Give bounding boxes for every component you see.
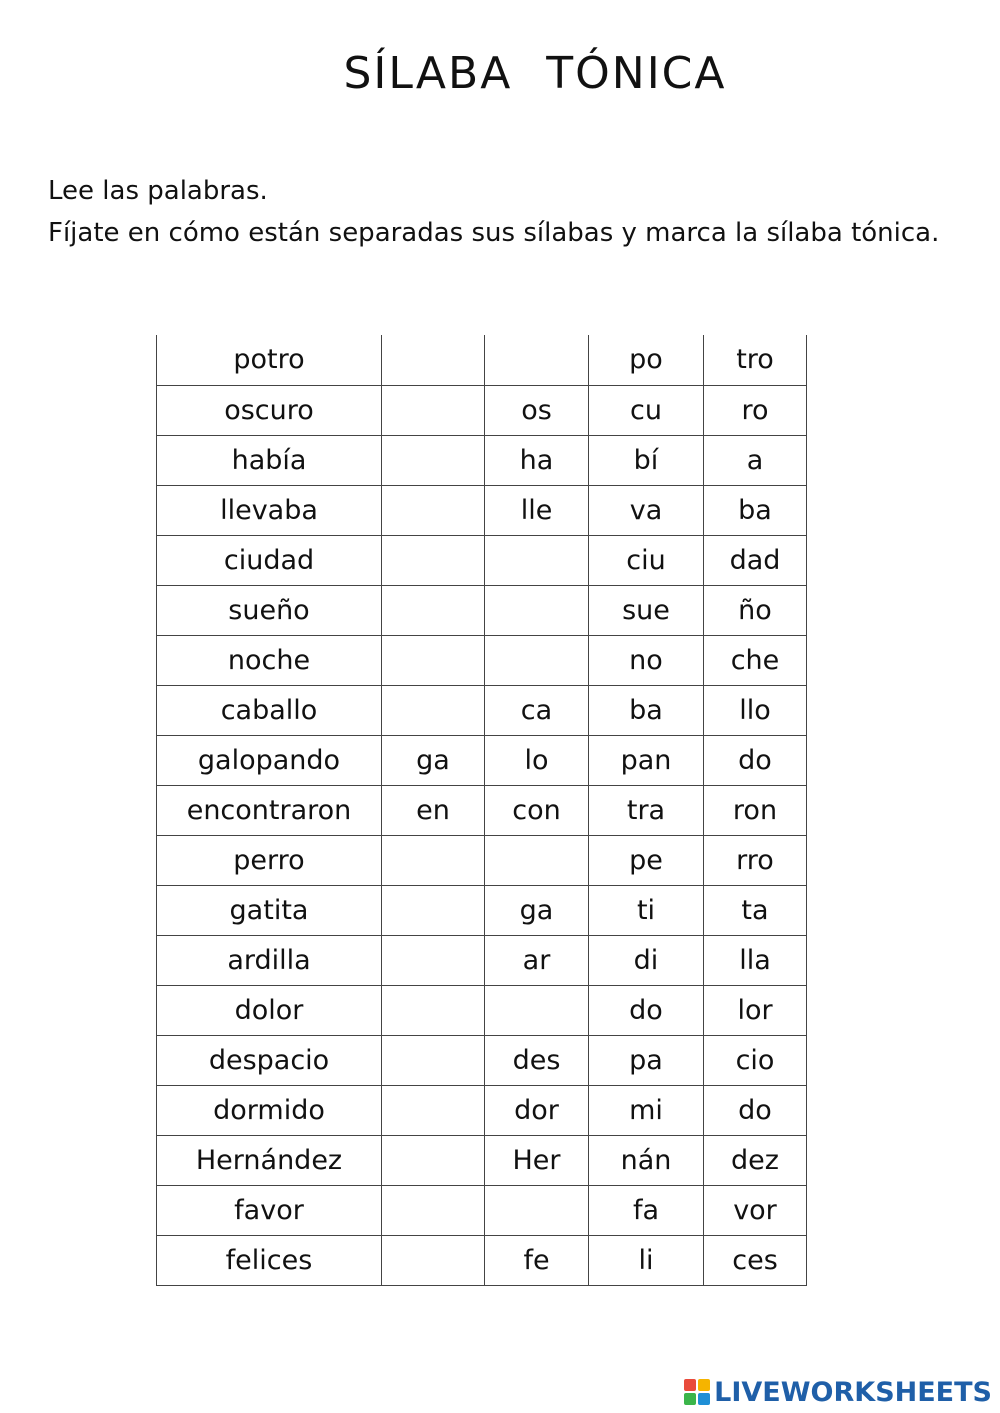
word-cell: dolor (157, 985, 382, 1035)
table-row (157, 1185, 807, 1235)
word-cell: ciudad (157, 535, 382, 585)
table-row (157, 785, 807, 835)
syllable-cell-4[interactable]: vor (704, 1185, 807, 1235)
table-row (157, 335, 807, 385)
syllable-cell-4[interactable]: che (704, 635, 807, 685)
word-cell: potro (157, 335, 382, 385)
table-row (157, 585, 807, 635)
table-row (157, 435, 807, 485)
syllable-cell-1[interactable] (382, 1085, 485, 1135)
syllable-cell-3[interactable]: ti (589, 885, 704, 935)
syllable-cell-2[interactable] (485, 535, 589, 585)
syllable-cell-1[interactable] (382, 1185, 485, 1235)
syllable-cell-1[interactable] (382, 535, 485, 585)
syllable-cell-2[interactable]: ca (485, 685, 589, 735)
syllable-cell-2[interactable]: con (485, 785, 589, 835)
page-title: SÍLABA TÓNICA (343, 48, 727, 99)
syllable-cell-3[interactable]: nán (589, 1135, 704, 1185)
table-row (157, 685, 807, 735)
word-cell: perro (157, 835, 382, 885)
syllable-cell-2[interactable]: ar (485, 935, 589, 985)
syllable-cell-3[interactable]: do (589, 985, 704, 1035)
syllable-cell-4[interactable]: do (704, 735, 807, 785)
syllable-cell-1[interactable] (382, 335, 485, 385)
syllable-cell-1[interactable] (382, 935, 485, 985)
syllable-cell-1[interactable] (382, 635, 485, 685)
syllable-cell-2[interactable] (485, 835, 589, 885)
syllable-cell-3[interactable]: po (589, 335, 704, 385)
syllable-cell-4[interactable]: ño (704, 585, 807, 635)
table-row (157, 1035, 807, 1085)
syllable-cell-3[interactable]: li (589, 1235, 704, 1285)
syllable-cell-4[interactable]: do (704, 1085, 807, 1135)
syllable-cell-4[interactable]: a (704, 435, 807, 485)
word-cell: galopando (157, 735, 382, 785)
word-cell: despacio (157, 1035, 382, 1085)
syllable-cell-1[interactable] (382, 1235, 485, 1285)
table-row (157, 485, 807, 535)
syllable-cell-4[interactable]: ta (704, 885, 807, 935)
word-cell: ardilla (157, 935, 382, 985)
logo-square-yellow (698, 1379, 710, 1391)
syllable-cell-3[interactable]: di (589, 935, 704, 985)
syllable-cell-2[interactable] (485, 335, 589, 385)
syllable-cell-1[interactable]: ga (382, 735, 485, 785)
syllable-cell-1[interactable] (382, 385, 485, 435)
syllable-cell-3[interactable]: tra (589, 785, 704, 835)
syllable-cell-2[interactable]: lo (485, 735, 589, 785)
syllable-cell-4[interactable]: ro (704, 385, 807, 435)
syllable-cell-4[interactable]: dad (704, 535, 807, 585)
syllable-cell-4[interactable]: llo (704, 685, 807, 735)
table-row (157, 1085, 807, 1135)
syllable-cell-1[interactable] (382, 835, 485, 885)
word-cell: dormido (157, 1085, 382, 1135)
syllable-cell-4[interactable]: ces (704, 1235, 807, 1285)
table-row (157, 1235, 807, 1285)
table-row (157, 985, 807, 1035)
word-cell: caballo (157, 685, 382, 735)
word-cell: gatita (157, 885, 382, 935)
syllable-cell-4[interactable]: dez (704, 1135, 807, 1185)
syllable-cell-3[interactable]: cu (589, 385, 704, 435)
syllable-cell-4[interactable]: lla (704, 935, 807, 985)
syllable-cell-3[interactable]: sue (589, 585, 704, 635)
table-row (157, 935, 807, 985)
syllable-cell-2[interactable] (485, 585, 589, 635)
syllable-cell-1[interactable] (382, 885, 485, 935)
syllable-cell-1[interactable] (382, 1035, 485, 1085)
word-cell: Hernández (157, 1135, 382, 1185)
brand-watermark (684, 1377, 992, 1407)
syllable-cell-2[interactable]: fe (485, 1235, 589, 1285)
syllable-cell-2[interactable]: lle (485, 485, 589, 535)
syllable-cell-3[interactable]: bí (589, 435, 704, 485)
syllable-cell-1[interactable] (382, 985, 485, 1035)
brand-name: LIVEWORKSHEETS (714, 1376, 992, 1408)
syllable-table (156, 335, 807, 1286)
word-cell: llevaba (157, 485, 382, 535)
syllable-cell-3[interactable]: pe (589, 835, 704, 885)
syllable-cell-2[interactable] (485, 985, 589, 1035)
syllable-cell-1[interactable] (382, 585, 485, 635)
syllable-cell-2[interactable] (485, 635, 589, 685)
word-cell: felices (157, 1235, 382, 1285)
syllable-cell-3[interactable]: pa (589, 1035, 704, 1085)
syllable-cell-2[interactable]: ha (485, 435, 589, 485)
word-cell: sueño (157, 585, 382, 635)
word-cell: oscuro (157, 385, 382, 435)
table-row (157, 385, 807, 435)
table-row (157, 1135, 807, 1185)
syllable-cell-4[interactable]: ba (704, 485, 807, 535)
syllable-cell-4[interactable]: cio (704, 1035, 807, 1085)
logo-square-green (684, 1393, 696, 1405)
syllable-cell-1[interactable] (382, 685, 485, 735)
word-cell: encontraron (157, 785, 382, 835)
syllable-cell-1[interactable] (382, 435, 485, 485)
syllable-cell-1[interactable] (382, 485, 485, 535)
syllable-cell-3[interactable]: mi (589, 1085, 704, 1135)
instructions (48, 170, 948, 254)
table-row (157, 835, 807, 885)
logo-square-red (684, 1379, 696, 1391)
table-row (157, 535, 807, 585)
word-cell: noche (157, 635, 382, 685)
table-row (157, 735, 807, 785)
syllable-cell-4[interactable]: lor (704, 985, 807, 1035)
instruction-line-2: Fíjate en cómo están separadas sus sílabas y marca la sílaba tónica. (48, 218, 940, 248)
syllable-cell-2[interactable]: dor (485, 1085, 589, 1135)
table-row (157, 635, 807, 685)
syllable-cell-4[interactable]: ron (704, 785, 807, 835)
syllable-cell-2[interactable]: Her (485, 1135, 589, 1185)
word-cell: favor (157, 1185, 382, 1235)
syllable-cell-1[interactable]: en (382, 785, 485, 835)
syllable-cell-4[interactable]: rro (704, 835, 807, 885)
syllable-cell-2[interactable] (485, 1185, 589, 1235)
syllable-cell-3[interactable]: ba (589, 685, 704, 735)
syllable-cell-2[interactable]: ga (485, 885, 589, 935)
instruction-line-1: Lee las palabras. (48, 176, 268, 206)
syllable-cell-2[interactable]: des (485, 1035, 589, 1085)
syllable-cell-1[interactable] (382, 1135, 485, 1185)
table-row (157, 885, 807, 935)
syllable-cell-3[interactable]: fa (589, 1185, 704, 1235)
syllable-cell-3[interactable]: ciu (589, 535, 704, 585)
syllable-cell-4[interactable]: tro (704, 335, 807, 385)
syllable-cell-3[interactable]: va (589, 485, 704, 535)
syllable-cell-3[interactable]: pan (589, 735, 704, 785)
liveworksheets-logo-icon (684, 1379, 710, 1405)
syllable-table-body (157, 335, 807, 1285)
word-cell: había (157, 435, 382, 485)
syllable-cell-2[interactable]: os (485, 385, 589, 435)
syllable-cell-3[interactable]: no (589, 635, 704, 685)
logo-square-blue (698, 1393, 710, 1405)
